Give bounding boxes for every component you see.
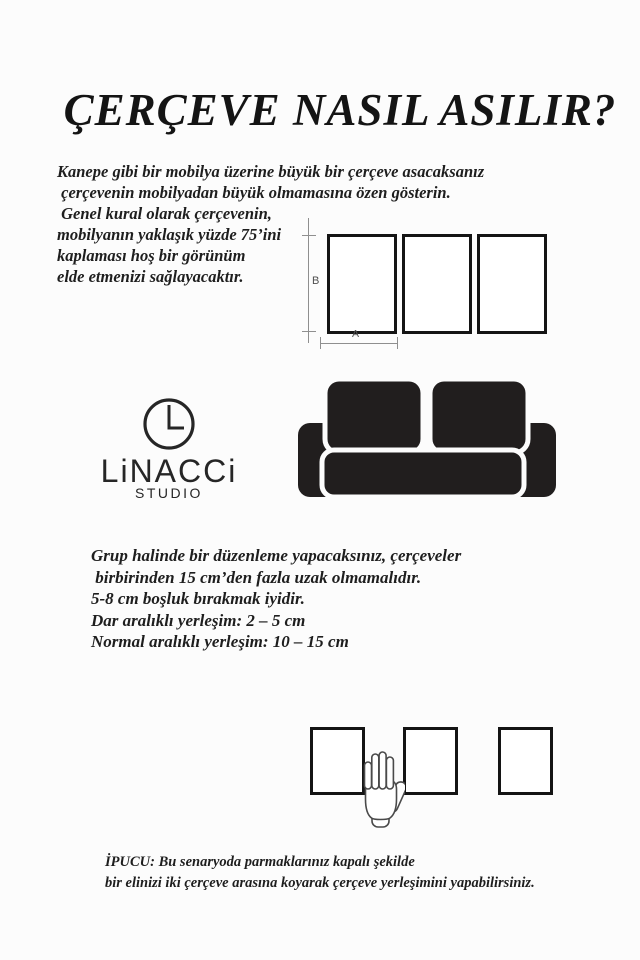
spacing-line: birbirinden 15 cm’den fazla uzak olmamalıdır. — [91, 567, 422, 587]
frame-rect — [477, 234, 547, 334]
spacing-line: Dar aralıklı yerleşim: 2 – 5 cm — [91, 610, 306, 630]
spacing-line: 5-8 cm boşluk bırakmak iyidir. — [91, 589, 305, 608]
intro-line: çerçevenin mobilyadan büyük olmamasına özen gösterin. — [57, 183, 451, 202]
frame-rect — [403, 727, 458, 795]
dimension-label-a: A — [352, 328, 360, 340]
intro-line: elde etmenizi sağlayacaktır. — [57, 267, 244, 286]
brand-name: LiNACCi — [100, 453, 238, 489]
dimension-tick — [302, 235, 316, 236]
page-title: ÇERÇEVE NASIL ASILIR? — [63, 85, 617, 135]
frame-rect — [402, 234, 472, 334]
frame-rect — [498, 727, 553, 795]
intro-line: mobilyanın yaklaşık yüzde 75’ini — [57, 225, 282, 244]
dimension-tick — [320, 337, 321, 349]
intro-line: Kanepe gibi bir mobilya üzerine büyük bir çerçeve asacaksanız — [57, 162, 485, 181]
spacing-line: Grup halinde bir düzenleme yapacaksınız, çerçeveler — [91, 546, 462, 565]
spacing-line: Normal aralıklı yerleşim: 10 – 15 cm — [91, 632, 349, 651]
intro-line: Genel kural olarak çerçevenin, — [57, 204, 272, 223]
dimension-line-a — [320, 343, 398, 344]
frame-rect — [310, 727, 365, 795]
tip-text — [105, 852, 535, 894]
tip-line: İPUCU: Bu senaryoda parmaklarınız kapalı şekilde — [105, 854, 415, 870]
sofa-icon — [296, 377, 558, 499]
intro-line: kaplaması hoş bir görünüm — [57, 246, 246, 265]
hand-icon — [361, 749, 405, 831]
clock-icon — [143, 398, 195, 450]
dimension-line-b — [308, 218, 309, 343]
brand-subtitle: STUDIO — [135, 485, 203, 501]
dimension-label-b: B — [312, 275, 320, 287]
tip-line: bir elinizi iki çerçeve arasına koyarak çerçeve yerleşimini yapabilirsiniz. — [105, 875, 535, 891]
spacing-paragraph — [91, 545, 461, 653]
dimension-tick — [302, 331, 316, 332]
frame-rect — [327, 234, 397, 334]
dimension-tick — [397, 337, 398, 349]
